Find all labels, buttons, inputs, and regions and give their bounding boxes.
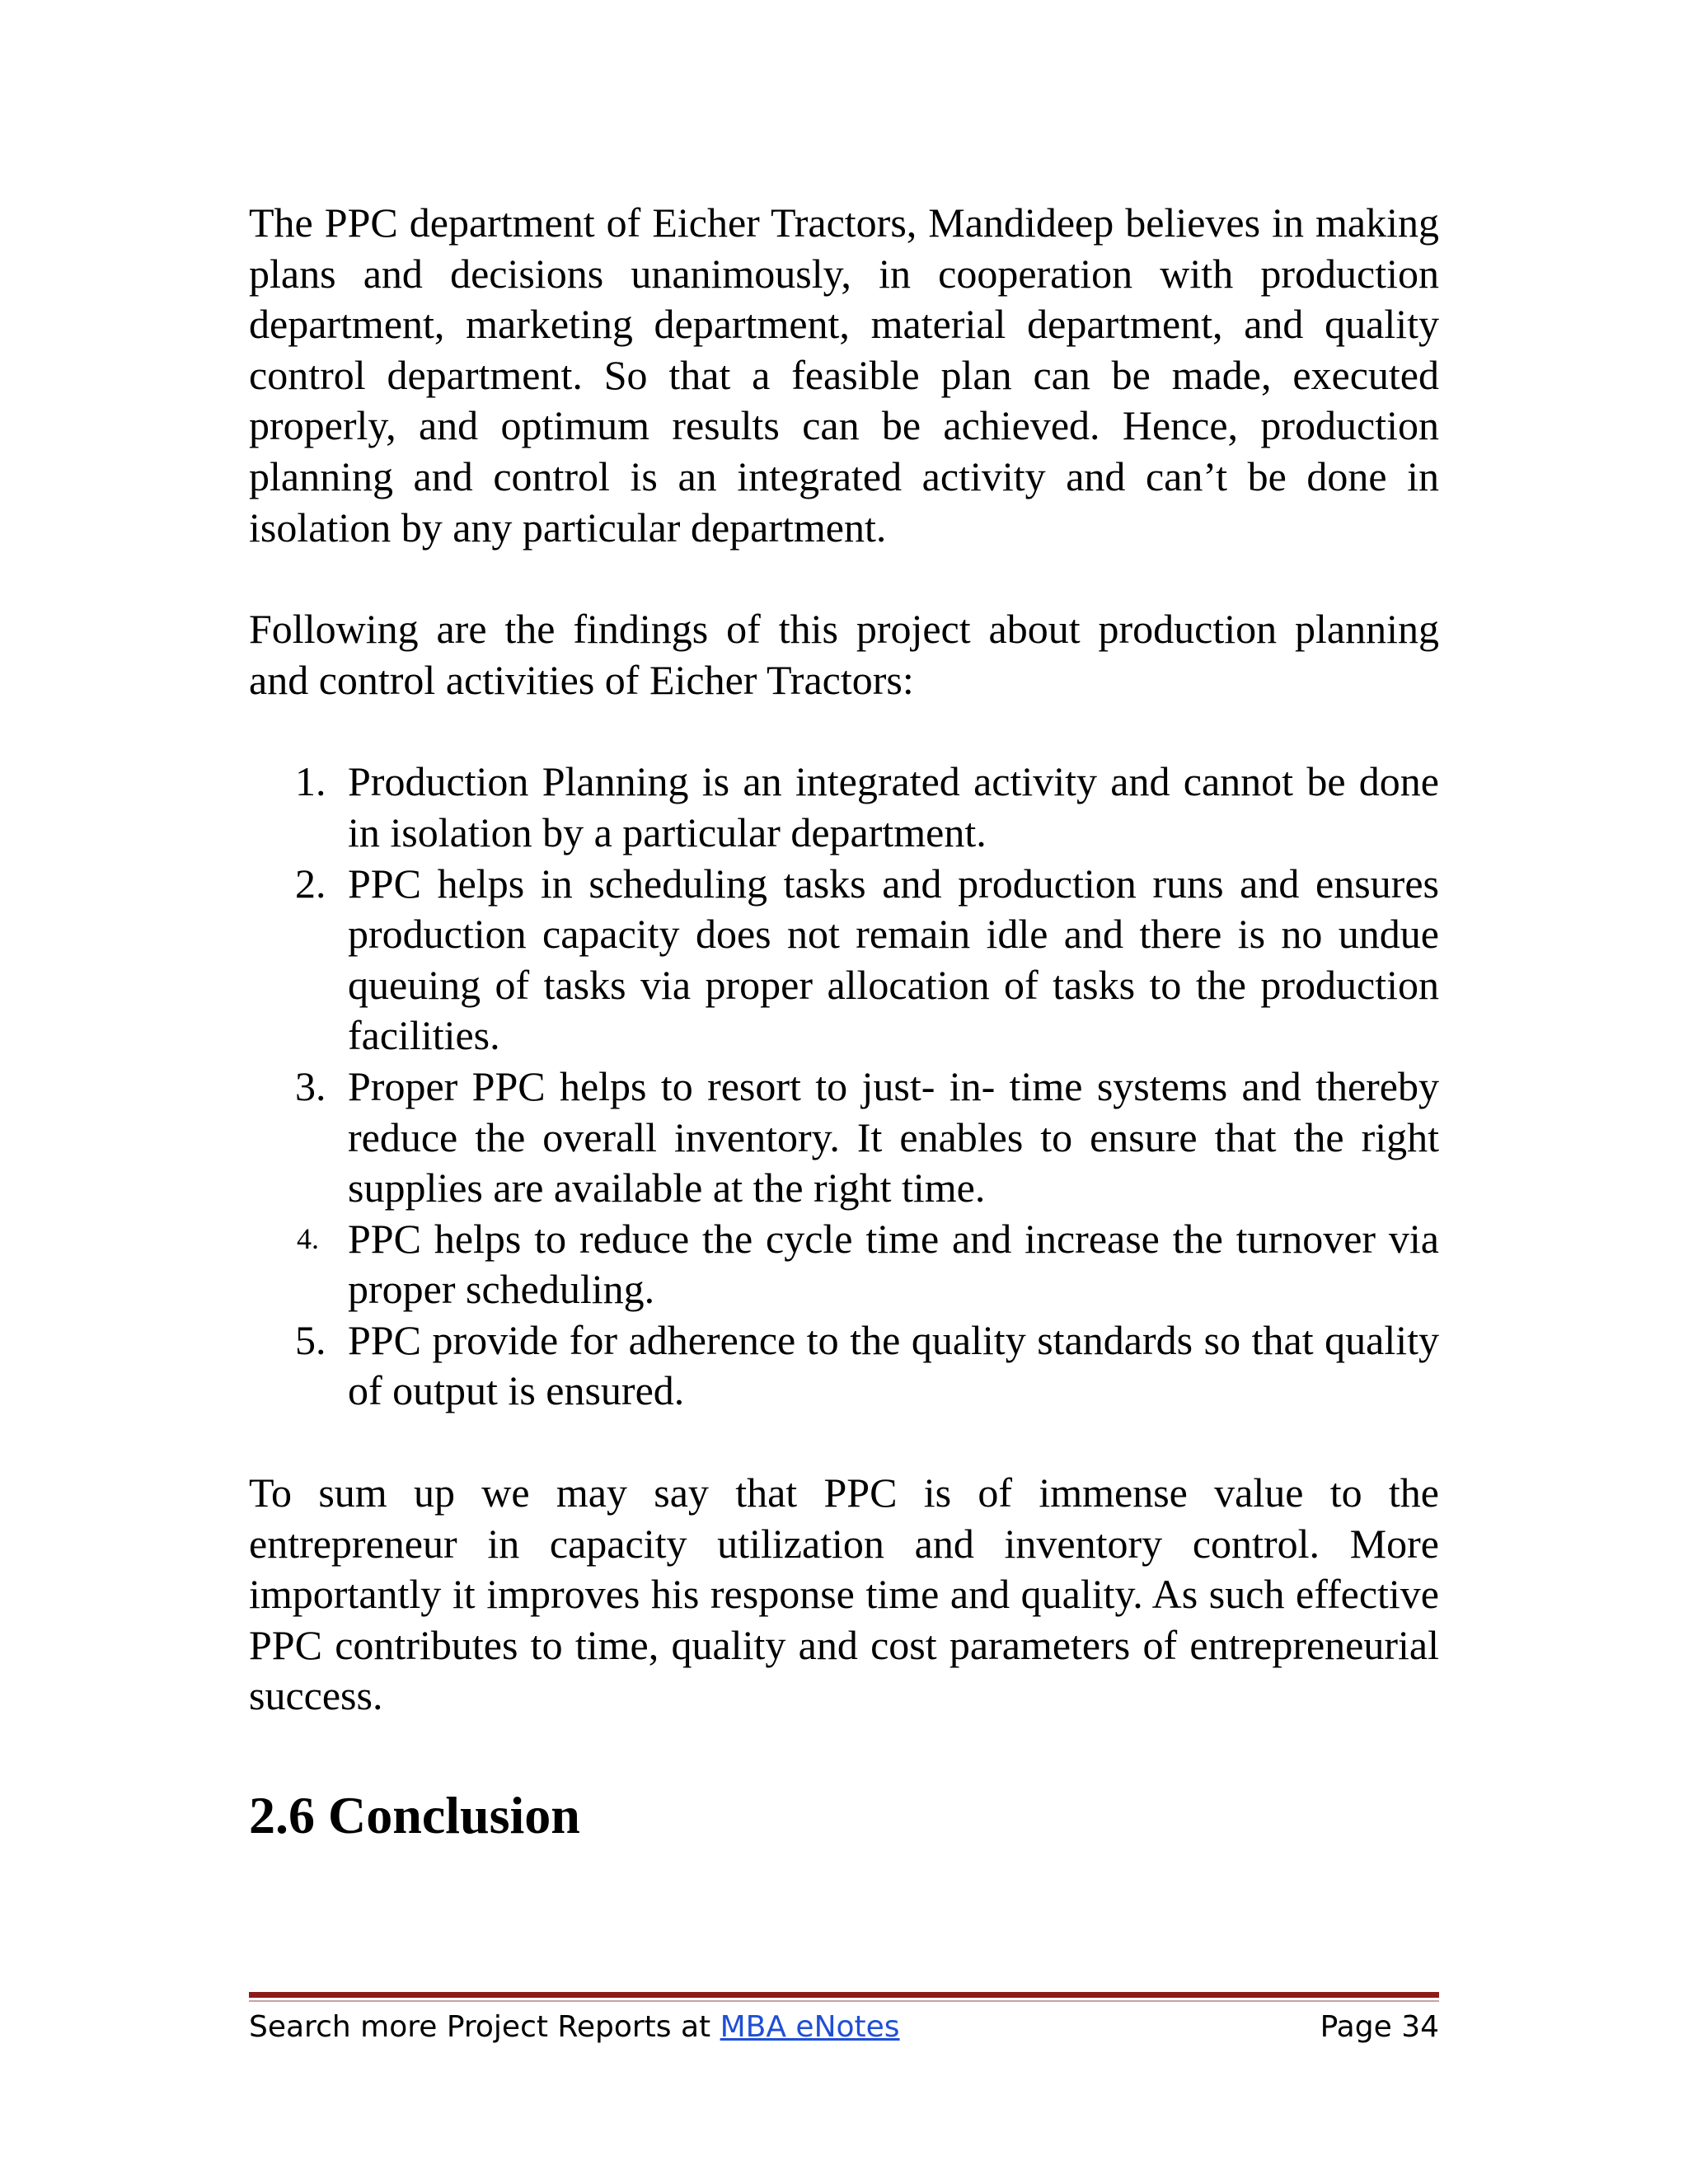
list-item bbox=[249, 757, 1439, 858]
findings-list bbox=[249, 757, 1439, 1417]
footer-divider-thin bbox=[249, 2000, 1439, 2002]
footer-prefix-text: Search more Project Reports at bbox=[249, 2010, 720, 2044]
paragraph-findings-intro: Following are the findings of this project about production planning and control activities of Eicher Tractors: bbox=[249, 606, 1439, 703]
spacer bbox=[249, 1417, 1439, 1468]
list-item bbox=[249, 1315, 1439, 1417]
spacer bbox=[249, 553, 1439, 604]
footer-divider bbox=[249, 1992, 1439, 1998]
list-item-number: 3. bbox=[295, 1062, 326, 1109]
list-item-number: 5. bbox=[295, 1316, 326, 1363]
page-content bbox=[249, 198, 1439, 1849]
list-item-text: PPC provide for adherence to the quality standards so that quality of output is ensured. bbox=[348, 1316, 1439, 1414]
footer-left bbox=[249, 2007, 900, 2048]
list-item-text: Production Planning is an integrated activity and cannot be done in isolation by a particular department. bbox=[348, 758, 1439, 855]
spacer bbox=[249, 705, 1439, 757]
list-item bbox=[249, 859, 1439, 1062]
page-number: Page 34 bbox=[1320, 2010, 1439, 2044]
paragraph-ppc-department: The PPC department of Eicher Tractors, Mandideep believes in making plans and decisions unanimously, in cooperation with production department, marketing department, material department, and quality control department. So that a feasible plan can be made, executed properly, and optimum results can be achieved. Hence, production planning and control is an integrated activity and can’t be done in isolation by any particular department. bbox=[249, 199, 1439, 551]
list-item-number: 2. bbox=[295, 860, 326, 907]
section-heading-conclusion: 2.6 Conclusion bbox=[249, 1786, 580, 1845]
list-item bbox=[249, 1214, 1439, 1315]
list-item-text: PPC helps in scheduling tasks and production runs and ensures production capacity does not remain idle and there is no undue queuing of tasks via proper allocation of tasks to the production facilities. bbox=[348, 860, 1439, 1059]
list-item bbox=[249, 1062, 1439, 1214]
paragraph-summary: To sum up we may say that PPC is of immense value to the entrepreneur in capacity utilization and inventory control. More importantly it improves his response time and quality. As such effective PPC contributes to time, quality and cost parameters of entrepreneurial success. bbox=[249, 1469, 1439, 1719]
list-item-text: Proper PPC helps to resort to just- in- time systems and thereby reduce the overall inventory. It enables to ensure that the right supplies are available at the right time. bbox=[348, 1062, 1439, 1212]
list-item-number: 4. bbox=[297, 1221, 319, 1255]
list-item-text: PPC helps to reduce the cycle time and increase the turnover via proper scheduling. bbox=[348, 1215, 1439, 1313]
mba-enotes-link[interactable]: MBA eNotes bbox=[720, 2010, 900, 2044]
list-item-number: 1. bbox=[295, 758, 326, 805]
